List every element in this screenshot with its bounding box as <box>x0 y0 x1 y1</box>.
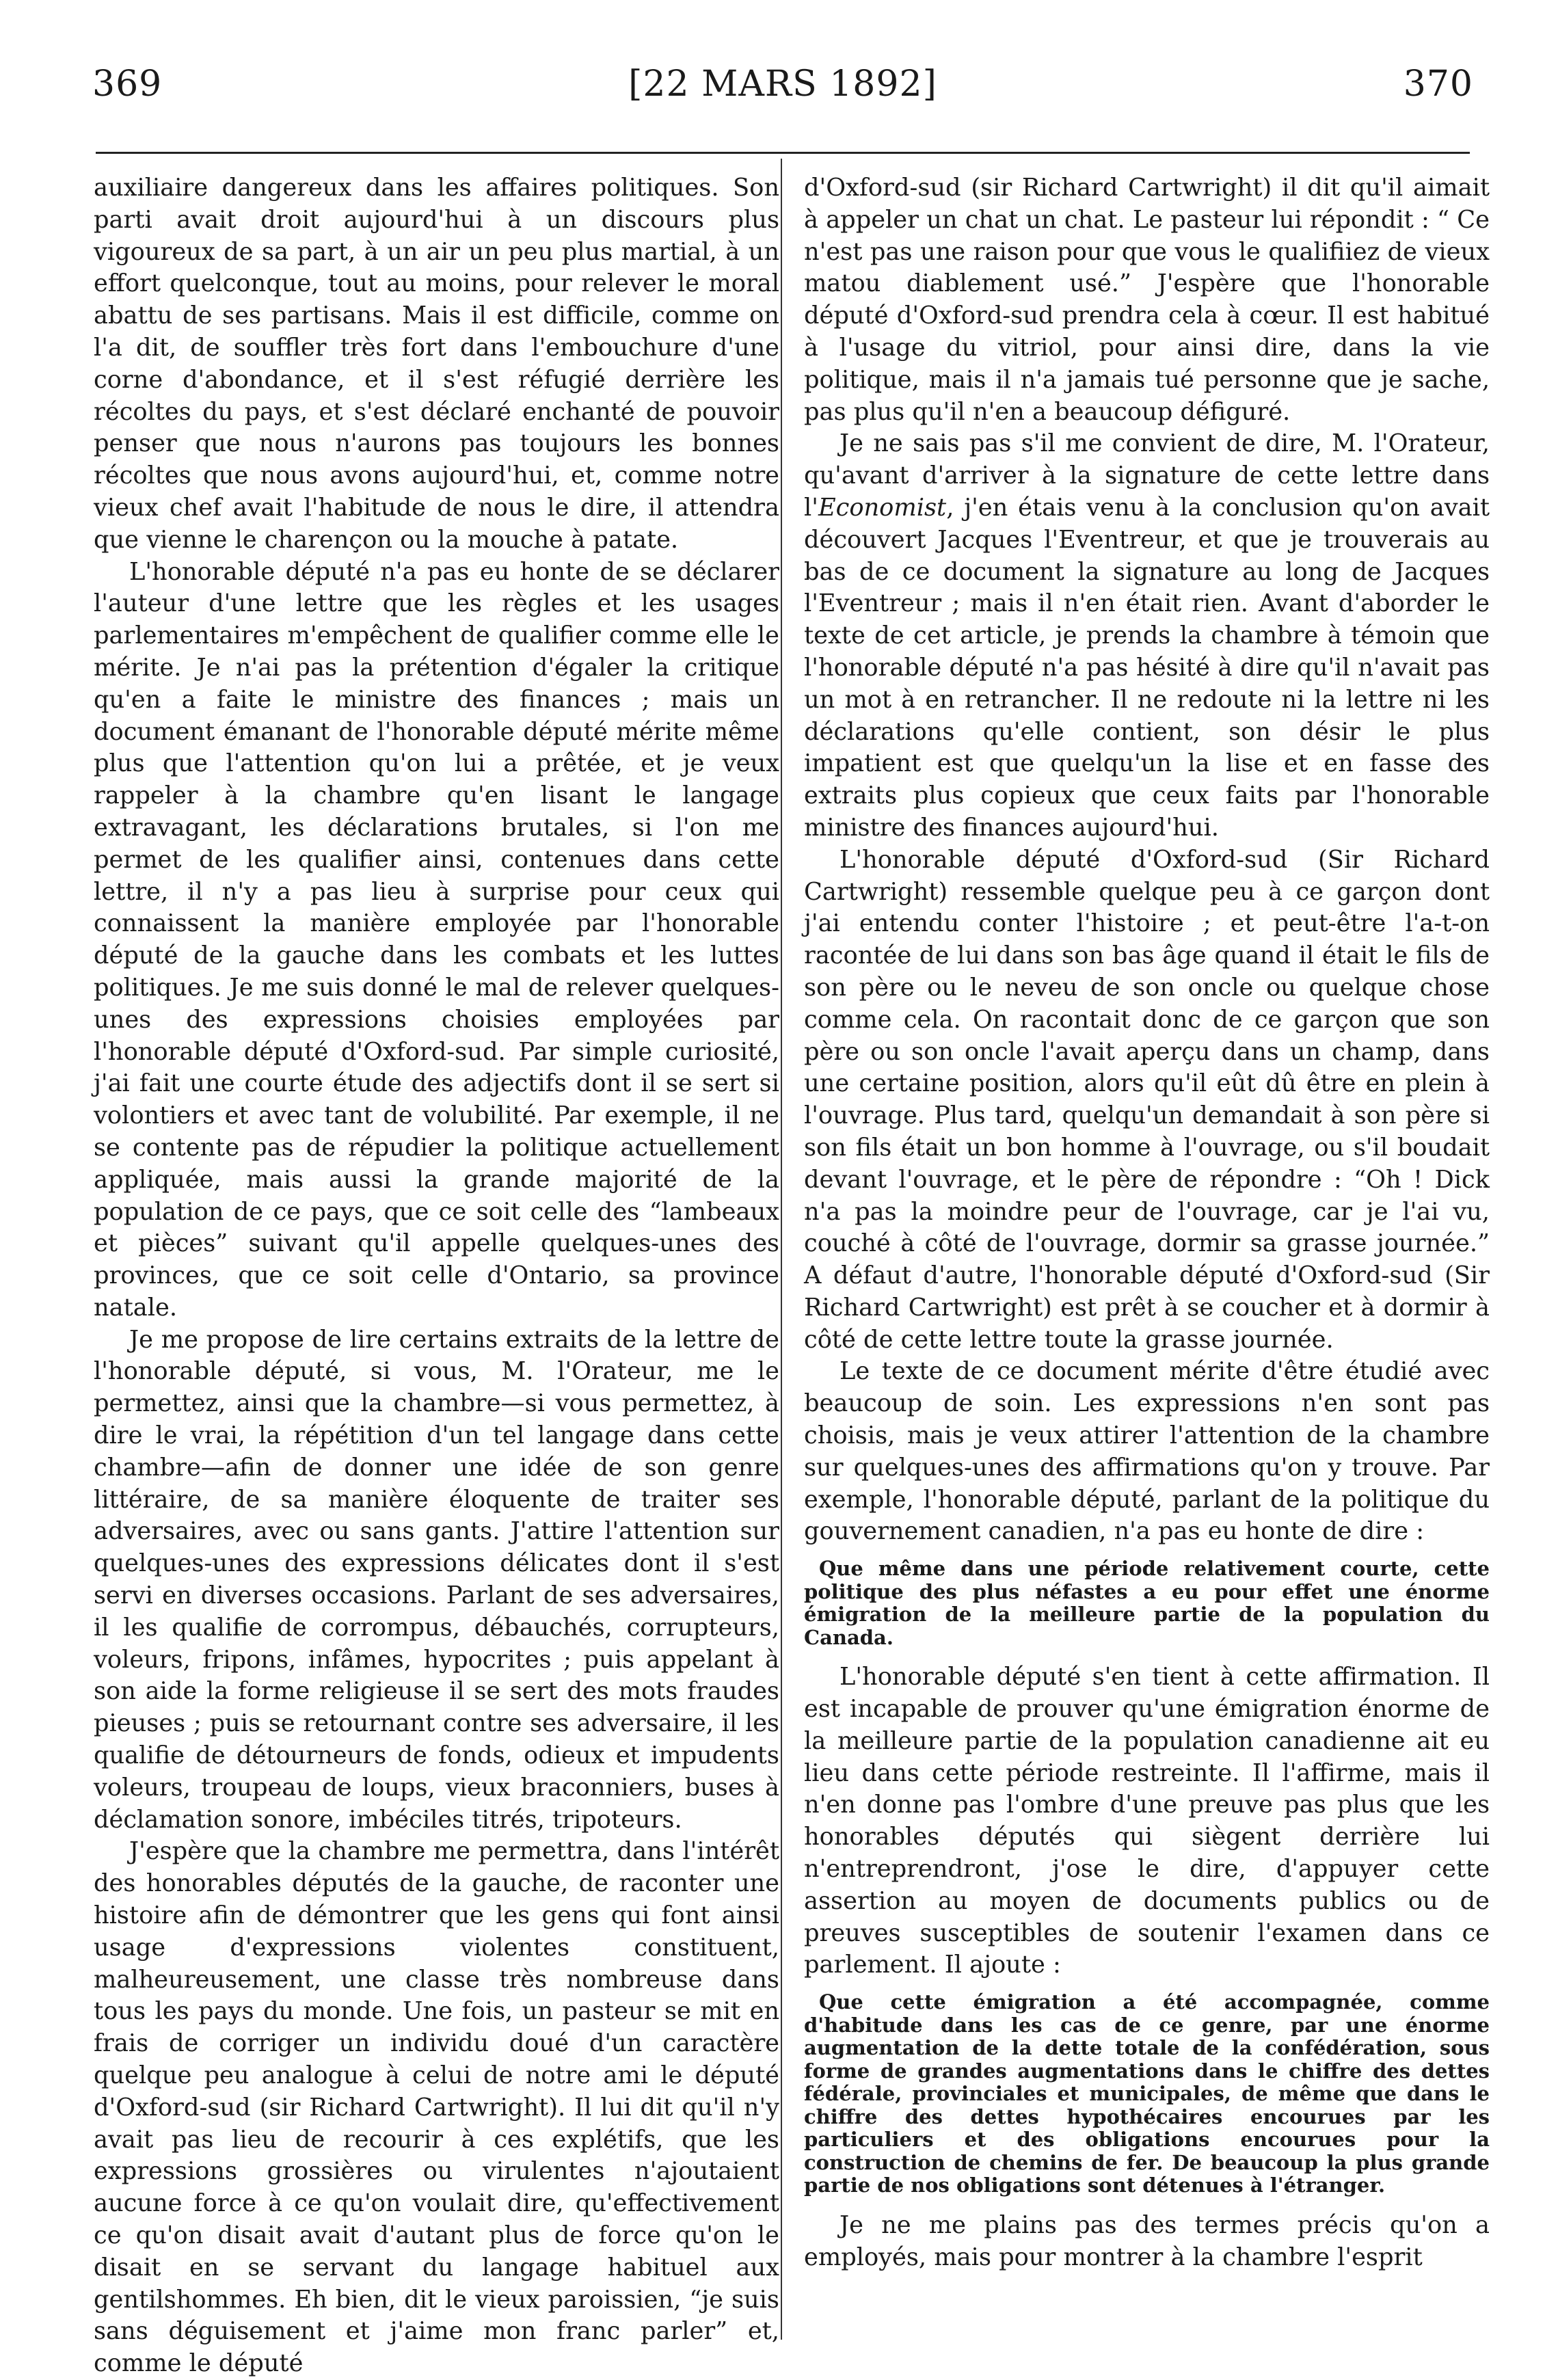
publication-name: Economist <box>818 493 947 522</box>
block-quote: Que cette émigration a été accompagnée, comme d'habitude dans les cas de ce genre, par une énorme augmentation de la dette totale de la confédération, sous forme de grandes augmentations dans le chiffre des dettes fédérale, provinciales et municipales, de même que dans le chiffre des dettes hypothécaires encourues par les particuliers et des obligations encourues pour la construction de chemins de fer. De beaucoup la plus grande partie de nos obligations sont détenues à l'étranger. <box>804 1990 1490 2197</box>
paragraph: d'Oxford-sud (sir Richard Cartwright) il dit qu'il aimait à appeler un chat un chat. Le pasteur lui répondit : “ Ce n'est pas une raison pour que vous le qualifiiez de vieux matou diablement usé.” J'espère que l'honorable député d'Oxford-sud prendra cela à cœur. Il est habitué à l'usage du vitriol, pour ainsi dire, dans la vie politique, mais il n'a jamais tué personne que je sache, pas plus qu'il n'en a beaucoup défiguré. <box>804 174 1490 426</box>
page-date-title: [22 MARS 1892] <box>628 64 937 105</box>
paragraph: Je ne me plains pas des termes précis qu'on a employés, mais pour montrer à la chambre l'esprit <box>804 2210 1490 2271</box>
paragraph: Je me propose de lire certains extraits de la lettre de l'honorable député, si vous, M. l'Orateur, me le permettez, ainsi que la chambre—si vous permettez, à dire le vrai, la répétition d'un tel langage dans cette chambre—afin de donner une idée de son genre littéraire, de sa manière éloquente de traiter ses adversaires, avec ou sans gants. J'attire l'attention sur quelques-unes des expressions délicates dont il s'est servi en diverses occasions. Parlant de ses adversaires, il les qualifie de corrompus, débauchés, corrupteurs, voleurs, fripons, infâmes, hypocrites ; puis appelant à son aide la forme religieuse il se sert des mots fraudes pieuses ; puis se retournant contre ses adversaire, il les qualifie de détourneurs de fonds, odieux et impudents voleurs, troupeau de loups, vieux braconniers, buses à déclamation sonore, imbéciles titrés, tripoteurs. <box>94 1325 779 1834</box>
paragraph: L'honorable député n'a pas eu honte de se déclarer l'auteur d'une lettre que les règles et les usages parlementaires m'empêchent de qualifier comme elle le mérite. Je n'ai pas la prétention d'égaler la critique qu'en a faite le ministre des finances ; mais un document émanant de l'honorable député mérite même plus que l'attention qu'on lui a prêtée, et je veux rappeler à la chambre qu'en lisant le langage extravagant, les déclarations brutales, si l'on me permet de les qualifier ainsi, contenues dans cette lettre, il n'y a pas lieu à surprise pour ceux qui connaissent la manière employée par l'honorable député de la gauche dans les combats et les luttes politiques. Je me suis donné le mal de relever quelques-unes des expressions choisies employées par l'honorable député d'Oxford-sud. Par simple curiosité, j'ai fait une courte étude des adjectifs dont il se sert si volontiers et avec tant de volubilité. Par exemple, il ne se contente pas de répudier la politique actuellement appliquée, mais aussi la grande majorité de la population de ce pays, que ce soit celle des “lambeaux et pièces” suivant qu'il appelle quelques-unes des provinces, que ce soit celle d'Ontario, sa province natale. <box>94 557 779 1322</box>
paragraph: auxiliaire dangereux dans les affaires politiques. Son parti avait droit aujourd'hui à un discours plus vigoureux de sa part, à un air un peu plus martial, à un effort quelconque, tout au moins, pour relever le moral abattu de ses partisans. Mais il est difficile, comme on l'a dit, de souffler très fort dans l'embouchure d'une corne d'abondance, et il s'est réfugié derrière les récoltes du pays, et s'est déclaré enchanté de pouvoir penser que nous n'aurons pas toujours les bonnes récoltes que nous avons aujourd'hui, et, comme notre vieux chef avait l'habitude de nous le dire, il attendra que vienne le charençon ou la mouche à patate. <box>94 174 779 554</box>
page-number-right: 370 <box>1403 64 1473 105</box>
column-divider <box>781 159 782 2340</box>
page-header <box>92 53 1473 115</box>
block-quote: Que même dans une période relativement courte, cette politique des plus néfastes a eu pour effet une énorme émigration de la meilleure partie de la population du Canada. <box>804 1557 1490 1649</box>
right-column <box>804 172 1490 2353</box>
paragraph-text: , j'en étais venu à la conclusion qu'on avait découvert Jacques l'Eventreur, et que je trouverais au bas de ce document la signature au long de Jacques l'Eventreur ; mais il n'en était rien. Avant d'aborder le texte de cet article, je prends la chambre à témoin que l'honorable député n'a pas hésité à dire qu'il n'avait pas un mot à en retrancher. Il ne redoute ni la lettre ni les déclarations qu'elle contient, son désir le plus impatient est que quelqu'un la lise et en fasse des extraits plus copieux que ceux faits par l'honorable ministre des finances aujourd'hui. <box>804 493 1490 842</box>
paragraph-text: Je ne sais pas s'il me convient de dire, M. l'Orateur, qu'avant d'arriver à la signature de cette lettre dans l' <box>804 429 1490 522</box>
paragraph: L'honorable député s'en tient à cette affirmation. Il est incapable de prouver qu'une émigration énorme de la meilleure partie de la population canadienne ait eu lieu dans cette période restreinte. Il l'affirme, mais il n'en donne pas l'ombre d'une preuve pas plus que les honorables députés qui siègent derrière lui n'entreprendront, j'ose le dire, d'appuyer cette assertion au moyen de documents publics ou de preuves susceptibles de soutenir l'examen dans ce parlement. Il ajoute : <box>804 1663 1490 1979</box>
header-rule <box>96 152 1470 154</box>
page-number-left: 369 <box>92 64 163 105</box>
paragraph: J'espère que la chambre me permettra, dans l'intérêt des honorables députés de la gauche, de raconter une histoire afin de démontrer que les gens qui font ainsi usage d'expressions violentes constituent, malheureusement, une classe très nombreuse dans tous les pays du monde. Une fois, un pasteur se mit en frais de corriger un individu doué d'un caractère quelque peu analogue à celui de notre ami le député d'Oxford-sud (sir Richard Cartwright). Il lui dit qu'il n'y avait pas lieu de recourir à ces explétifs, que les expressions grossières ou virulentes n'ajoutaient aucune force à ce qu'on voulait dire, qu'effectivement ce qu'on disait avait d'autant plus de force qu'on le disait en se servant du langage habituel aux gentilshommes. Eh bien, dit le vieux paroissien, “je suis sans déguisement et j'aime mon franc parler” et, comme le député <box>94 1837 779 2378</box>
paragraph <box>804 428 1490 844</box>
paragraph: L'honorable député d'Oxford-sud (Sir Richard Cartwright) ressemble quelque peu à ce garçon dont j'ai entendu conter l'histoire ; et peut-être l'a-t-on racontée de lui dans son bas âge quand il était le fils de son père ou le neveu de son oncle ou quelque chose comme cela. On racontait donc de ce garçon que son père ou son oncle l'avait aperçu dans un champ, dans une certaine position, alors qu'il eût dû être en plein à l'ouvrage. Plus tard, quelqu'un demandait à son père si son fils était un bon homme à l'ouvrage, ou s'il boudait devant l'ouvrage, et le père de répondre : “Oh ! Dick n'a pas la moindre peur de l'ouvrage, car je l'ai vu, couché à côté de l'ouvrage, dormir sa grasse journée.” A défaut d'autre, l'honorable député d'Oxford-sud (Sir Richard Cartwright) est prêt à se coucher et à dormir à côté de cette lettre toute la grasse journée. <box>804 845 1490 1354</box>
left-column <box>94 172 779 2378</box>
paragraph: Le texte de ce document mérite d'être étudié avec beaucoup de soin. Les expressions n'en sont pas choisis, mais je veux attirer l'attention de la chambre sur quelques-unes des affirmations qu'on y trouve. Par exemple, l'honorable député, parlant de la politique du gouvernement canadien, n'a pas eu honte de dire : <box>804 1357 1490 1546</box>
